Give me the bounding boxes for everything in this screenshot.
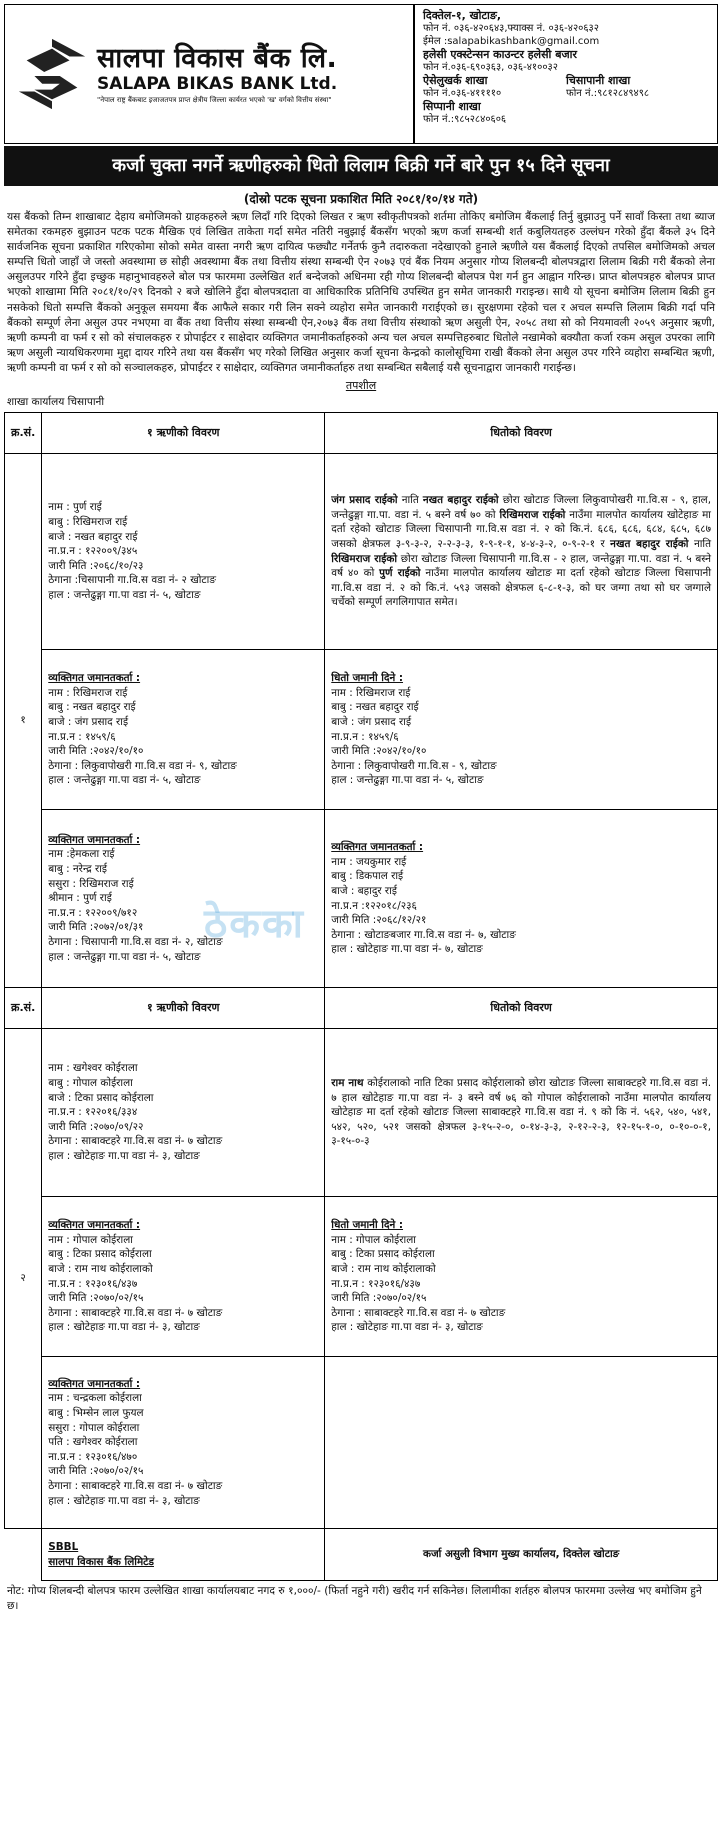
collateral-details (325, 1029, 718, 1197)
section-title: धितो जमानी दिने : (331, 1219, 404, 1232)
list-item: हाल : खोटेहाङ गा.पा वडा नं- ३, खोटाङ (48, 1494, 200, 1507)
list-item: बाबु : डिकपाल राई (331, 870, 404, 883)
table-row (5, 1197, 718, 1357)
list-item: ना.प्र.न : १२२००९/३४५ (48, 545, 138, 558)
bank-tagline: "नेपाल राष्ट्र बैंकबाट इजाजतपत्र प्राप्त क्षेत्रीय जिल्ला कार्यरत भएको 'ख' वर्गको वित्तीय संस्था" (97, 95, 332, 104)
list-item: हाल : खोटेहाङ गा.पा वडा नं- ३, खोटाङ (48, 1321, 200, 1334)
list-item: हाल : खोटेहाङ गा.पा वडा नं- ३, खोटाङ (48, 1150, 200, 1163)
list-item: नाम : गोपाल कोईराला (48, 1233, 133, 1246)
branch-2-name: चिसापानी शाखा (566, 74, 631, 87)
bank-name-en: SALAPA BIKAS BANK Ltd. (97, 73, 338, 94)
contact-block (415, 5, 717, 143)
text: नाउँमा मालपोत कार्यालय खोटाङ मा दर्ता रहेको खोटाङ जिल्ला चिसापानी गा.वि.स वडा नं. २ को कि.नं. ५९३ जसको क्षेत्रफल ६-८-१-३, को घर जग्गा तथा सो घर जग्गाले चर्चेको सम्पूर्ण लगलिगापात समेत। (331, 567, 712, 609)
list-item: हाल : जन्तेढुङ्गा गा.पा वडा नं- ५, खोटाङ (48, 589, 201, 602)
text: नाउँमा मालपोत कार्यालय खोटेहाङ मा दर्ता रहेको खोटाङ जिल्ला चिसापानी गा.वि.स वडा नं. २ को कि.नं. ६८६, ६८६, ६८४, ६८५, ६८७ जसको क्षेत्रफल ३-९-३-२, २-२-३-३, १-९-१-१, ४-४-३-२, ०-९-२-१ र (331, 508, 711, 550)
borrower-details (42, 454, 325, 650)
header (4, 4, 718, 144)
text: छोरा खोटाङ जिल्ला चिसापानी गा.वि.स - २ हाल, जन्तेढुङ्गा गा.पा. वडा नं. ५ बस्ने वर्ष ४० को (331, 552, 712, 580)
list-item: नाम : रिखिमराज राई (48, 686, 128, 699)
branch-row-1 (423, 74, 709, 100)
list-item: ठेगाना : चिसापानी गा.वि.स वडा नं- २, खोटाङ (48, 936, 223, 949)
list-item: हाल : खोटेहाङ गा.पा वडा नं- ३, खोटाङ (331, 1321, 483, 1334)
list-item: ठेगाना : साबाक्टहरे गा.वि.स वडा नं- ७ खोटाङ (48, 1135, 223, 1148)
owner-name: नखत बहादुर राईको (422, 494, 499, 507)
empty-cell (5, 1529, 42, 1581)
list-item: ना.प्र.न :१२२०१८/२३६ (331, 899, 417, 912)
list-item: ना.प्र.न : १४५९/६ (331, 730, 399, 743)
signatory-name: सालपा विकास बैंक लिमिटेड (48, 1555, 154, 1568)
list-item: जारी मिति :२०४२/१०/१० (331, 745, 427, 758)
list-item: बाबु : टिका प्रसाद कोईराला (48, 1248, 152, 1261)
list-item: नाम : खगेश्वर कोईराला (48, 1062, 138, 1075)
list-item: जारी मिति :२०६८/१२/२१ (331, 914, 427, 927)
list-item: हाल : खोटेहाङ गा.पा वडा नं- ७, खोटाङ (331, 943, 483, 956)
list-item: जारी मिति :२०६८/१०/२३ (48, 559, 144, 572)
footnote: नोट: गोप्य शिलबन्दी बोलपत्र फारम उल्लेखित शाखा कार्यालयबाट नगद रु १,०००/- (फिर्ता नहुने गरी) खरीद गर्न सकिनेछ। लिलामीका शर्तहरु बोलपत्र फारममा उल्लेख भए बमोजिम हुने छ। (7, 1585, 702, 1613)
list-item: ना.प्र.न : १२३०१६/४३७ (331, 1277, 421, 1290)
collateral-giver-details (325, 1197, 718, 1357)
list-item: हाल : जन्तेढुङ्गा गा.पा वडा नं- ५, खोटाङ (48, 950, 201, 963)
list-item: बाबु : गोपाल कोईराला (48, 1077, 133, 1090)
extension-counter: हलेसी एक्स्टेन्सन काउन्टर हलेसी बजार (423, 48, 578, 61)
guarantor-details (42, 1197, 325, 1357)
signature-row (5, 1529, 718, 1581)
bank-name-np: सालपा विकास बैंक लि. (97, 42, 338, 74)
branch-1-name: ऐसेलुखर्क शाखा (423, 74, 488, 87)
text: नाति (688, 537, 712, 550)
signatory-office (325, 1529, 718, 1581)
list-item: हाल : जन्तेढुङ्गा गा.पा वडा नं- ५, खोटाङ (48, 774, 201, 787)
list-item: ठेगाना : साबाक्टहरे गा.वि.स वडा नं- ७ खोटाङ (331, 1306, 506, 1319)
list-item: बाजे : जंग प्रसाद राई (331, 715, 412, 728)
table-row (5, 810, 718, 988)
list-item: बाबु : टिका प्रसाद कोईराला (331, 1248, 435, 1261)
text: कोईरालाको नाति टिका प्रसाद कोईरालाको छोरा खोटाङ जिल्ला साबाक्टहरे गा.वि.स वडा नं. ७ हाल खोटेहाङ गा.पा वडा नं- ३ बस्ने वर्ष ७६ को गोपाल कोईरालाको नाउँमा मालपोत कार्यालय खोटेहाङ मा दर्ता रहेको खोटाङ जिल्ला साबाक्टहरे गा.वि.स वडा नं. ९ को कि नं. ५६२, ५४०, ५४१, ५४२, ५२०, ५२१ जसको क्षेत्रफल ३-१५-२-०, ०-१४-३-३, २-१२-२-३, १२-१५-१-०, ०-१०-०-१, ३-१५-०-३ (331, 1077, 711, 1148)
guarantor-details (42, 650, 325, 810)
guarantor-details (42, 1357, 325, 1529)
list-item: ठेगाना : लिकुवापोखरी गा.वि.स वडा नं- ९, खोटाङ (48, 759, 237, 772)
list-item: श्रीमान : पुर्ण राई (48, 892, 112, 905)
branch-3-phone: फोन नं.:९८५२८४०६०६ (423, 114, 507, 125)
header-collateral: धितोको विवरण (325, 988, 718, 1029)
list-item: बाबु : नखत बहादुर राई (48, 701, 136, 714)
list-item: जारी मिति :२०७०/०२/१५ (48, 1292, 144, 1305)
list-item: ना.प्र.न : १४५९/६ (48, 730, 116, 743)
list-item: नाम : गोपाल कोईराला (331, 1233, 416, 1246)
notice-title: कर्जा चुक्ता नगर्ने ऋणीहरुको धितो लिलाम बिक्री गर्ने बारे पुन १५ दिने सूचना (4, 146, 718, 186)
list-item: ठेगाना : खोटाङबजार गा.वि.स वडा नं- ७, खोटाङ (331, 928, 516, 941)
list-item: नाम : जयकुमार राई (331, 855, 407, 868)
loan-table (4, 412, 718, 1581)
list-item: बाजे : राम नाथ कोईरालाको (331, 1262, 436, 1275)
list-item: हाल : जन्तेढुङ्गा गा.पा वडा नं- ५, खोटाङ (331, 774, 484, 787)
owner-name: पुर्ण राईको (379, 567, 421, 580)
list-item: ना.प्र.न : १२३०१६/४३७ (48, 1277, 138, 1290)
list-item: ठेगाना : साबाक्टहरे गा.वि.स वडा नं- ७ खोटाङ (48, 1480, 223, 1493)
header-borrower: १ ऋणीको विवरण (42, 988, 325, 1029)
list-item: जारी मिति :२०७२/०१/३१ (48, 921, 144, 934)
table-header-row (5, 988, 718, 1029)
head-office: दिक्तेल-१, खोटाङ, (423, 9, 502, 22)
owner-name: नखत बहादुर राईको (610, 537, 689, 550)
list-item: ना.प्र.न : १२३०१६/४७० (48, 1450, 138, 1463)
signatory (42, 1529, 325, 1581)
guarantor-details (42, 810, 325, 988)
office-name: कर्जा असुली विभाग मुख्य कार्यालय, दिक्तेल खोटाङ (422, 1548, 620, 1561)
branch-2-phone: फोन नं.:९८१२८४९४९८ (566, 88, 650, 99)
list-item: जारी मिति :२०७०/०९/२२ (48, 1120, 144, 1133)
list-item: नाम :हेमकला राई (48, 848, 115, 861)
extension-phone: फोन नं.०३६-६९०३६३, ०३६-४१००३२ (423, 62, 558, 73)
list-item: ना.प्र.न : १२२०१६/३३४ (48, 1106, 138, 1119)
list-item: पति : खगेश्वर कोईराला (48, 1436, 138, 1449)
watermark: ठेकका (204, 901, 306, 947)
borrower-details (42, 1029, 325, 1197)
bank-logo-icon (13, 35, 91, 113)
list-item: ठेगाना : लिकुवापोखरी गा.वि.स - ९, खोटाङ (331, 759, 497, 772)
branch-office: शाखा कार्यालय चिसापानी (7, 396, 105, 409)
signatory-abbr: SBBL (48, 1540, 79, 1553)
section-title: व्यक्तिगत जमानतकर्ता : (48, 672, 141, 685)
list-item: जारी मिति :२०७०/०२/१५ (331, 1292, 427, 1305)
list-item: जारी मिति :२०४२/१०/१० (48, 745, 144, 758)
list-item: बाजे : टिका प्रसाद कोईराला (48, 1091, 154, 1104)
publication-date: (दोस्रो पटक सूचना प्रकाशित मिति २०८१/१०/१४ गते) (243, 192, 479, 206)
list-item: बाबु : रिखिमराज राई (48, 516, 128, 529)
branch-3-name: सिप्पानी शाखा (423, 100, 481, 113)
head-office-phone: फोन नं. ०३६-४२०६४३,फ्याक्स नं. ०३६-४२०६३२ (423, 23, 599, 34)
owner-name: राम नाथ (331, 1077, 364, 1090)
table-row (5, 650, 718, 810)
table-header-row (5, 413, 718, 454)
list-item: बाबु : नखत बहादुर राई (331, 701, 419, 714)
header-sn: क्र.सं. (5, 988, 42, 1029)
notice-body: यस बैंकको तिम्न शाखाबाट देहाय बमोजिमको ग्राहकहरुले ऋण लिदाँ गरि दिएको लिखत र ऋण स्वीकृतीपत्रको शर्तमा तोकिए बमोजिम बैंकलाई तिर्नु बुझाउनु पर्ने सावाँ किस्ता तथा ब्याज समेतका रकमहरु बुझाउन पटक पटक मैखिक एवं लिखित ताकेता गर्दा समेत नतिरी नबुझाई बैंकसँग भएको ऋण कर्जा सम्बन्धी शर्त कबुलियतहरु उल्लंघन गरेको हुँदा बैंकले ३५ दिने सार्वजनिक सूचना प्रकाशित गरिएकोमा सोको समेत वास्ता नगरी ऋण दायित्व फछ्यौट गर्नेतर्फ कुनै तदारुकता नदेखाएको हुनाले ऋणीले यस बैंकलाई दिएको तपसिल बमोजिमको अचल सम्पत्ति धितो जाहाँ जे जस्तो अवस्थामा छ सोही अवस्थामा बैंक तथा वित्तीय संस्था सम्बन्धी ऐन २०७३ एवं बैंक नियम अनुसार गोप्य शिलबन्दी बोलपत्रद्वारा लिलाम बिक्री गरी बैंकको लेना असुलउपर गरिने हुँदा इच्छुक महानुभावहरुले बोल पत्र फारममा उल्लेखित शर्त बन्देजको अधिनमा रही गोप्य शिलबन्दी बोलपत्र पेश गर्न हुन आह्वान गरिन्छ। प्राप्त बोलपत्रहरु बोलपत्र प्राप्त भएको शाखामा मिति २०८१/१०/२९ दिनको २ बजे खोलिने हुँदा बोलपत्रदाता वा आधिकारिक प्रतिनिधि उपस्थित हुन समेत जानकारी गराइन्छ। साथै यो सूचना बमोजिम लिलाम बिक्री हुन नसकेको धितो सम्पत्ति बैंकको अनुकूल समयमा बैंक आफैले सकार गरी लिन सक्ने व्यहोरा समेत जानकारी गराईएको छ। सुरक्षणमा रहेको चल र अचल सम्पत्ति लिलाम बिक्री गर्दा पनि बैंकको सम्पूर्ण लेना असुल उपर नभएमा वा बैंक तथा वित्तीय संस्था सम्बन्धी ऐन,२०७३ बैंक तथा वित्तीय संस्थाको ऋण असुली ऐन, २०५८ तथा सो को नियमावली २०५९ अनुसार ऋणी, ऋणी कम्पनी वा फर्म र सो को संचालकहरु र प्रोपाईटर र साक्षेदार व्यक्तिगत जमानीकर्ताहरुको अन्य चल अचल सम्पत्तिहरुबाट धितोले नखामेको बक्यौता कर्जा रकम असुल उपरका लागि ऋण असुली न्यायधिकरणमा मुद्दा दायर गरिने तथा यस बैंकसँग भए गरेको लिखित अनुसार कर्जा सूचना केन्द्रको कालोसूचिमा राखी बैंकको लेना असुल उपर गरिने व्यहोरा सम्बन्धित ऋणी, ऋणी कम्पनी वा फर्म र सो को सञ्चालकहरु, प्रोपाईटर र साक्षेदार, व्यक्तिगत जमानीकर्ताहरु तथा सम्बन्धित सबैलाई यसै सूचनाद्वारा जानकारी गराईन्छ। (7, 211, 715, 374)
branch-1-phone: फोन नं.०३६-४११११० (423, 88, 502, 99)
email: ईमेल :salapabikashbank@gmail.com (423, 36, 600, 47)
header-sn: क्र.सं. (5, 413, 42, 454)
list-item: नाम : पुर्ण राई (48, 501, 102, 514)
table-row (5, 1029, 718, 1197)
empty-cell (325, 1357, 718, 1529)
list-item: बाजे : जंग प्रसाद राई (48, 715, 129, 728)
list-item: जारी मिति :२०७०/०२/१५ (48, 1465, 144, 1478)
serial-number: २ (5, 1029, 42, 1529)
section-title: व्यक्तिगत जमानतकर्ता : (48, 1377, 141, 1390)
notice-page (4, 4, 718, 1836)
list-item: ठेगाना : साबाक्टहरे गा.वि.स वडा नं- ७ खोटाङ (48, 1306, 223, 1319)
table-row (5, 454, 718, 650)
list-item: ससुरा : रिखिमराज राई (48, 877, 134, 890)
collateral-details (325, 454, 718, 650)
serial-number: १ (5, 454, 42, 988)
collateral-giver-details (325, 650, 718, 810)
header-borrower: १ ऋणीको विवरण (42, 413, 325, 454)
schedule-heading: तपशील (345, 379, 377, 393)
guarantor-details (325, 810, 718, 988)
list-item: ससुरा : गोपाल कोईराला (48, 1421, 140, 1434)
list-item: बाजे : बहादुर राई (331, 884, 397, 897)
section-title: व्यक्तिगत जमानतकर्ता : (331, 841, 424, 854)
header-collateral: धितोको विवरण (325, 413, 718, 454)
section-title: व्यक्तिगत जमानतकर्ता : (48, 833, 141, 846)
list-item: बाबु : नरेन्द्र राई (48, 863, 108, 876)
table-row (5, 1357, 718, 1529)
section-title: व्यक्तिगत जमानतकर्ता : (48, 1219, 141, 1232)
owner-name: रिखिमराज राईको (331, 552, 398, 565)
list-item: बाबु : भिम्सेन लाल फुयल (48, 1407, 144, 1420)
list-item: बाजे : राम नाथ कोईरालाको (48, 1262, 153, 1275)
owner-name: रिखिमराज राईको (499, 508, 566, 521)
owner-name: जंग प्रसाद राईको (331, 494, 398, 507)
list-item: नाम : रिखिमराज राई (331, 686, 411, 699)
section-title: धितो जमानी दिने : (331, 672, 404, 685)
list-item: ठेगाना :चिसापानी गा.वि.स वडा नं- २ खोटाङ (48, 574, 216, 587)
list-item: नाम : चन्द्रकला कोईराला (48, 1392, 142, 1405)
text: नाति (397, 494, 423, 507)
text: छोरा खोटाङ जिल्ला लिकुवापोखरी गा.वि.स - ९, हाल, जन्तेढुङ्गा गा.पा. वडा नं. ५ बस्ने वर्ष ७० को (331, 494, 711, 521)
list-item: बाजे : नखत बहादुर राई (48, 530, 138, 543)
bank-brand (5, 5, 415, 143)
list-item: ना.प्र.न : १२२००९/७१२ (48, 906, 138, 919)
